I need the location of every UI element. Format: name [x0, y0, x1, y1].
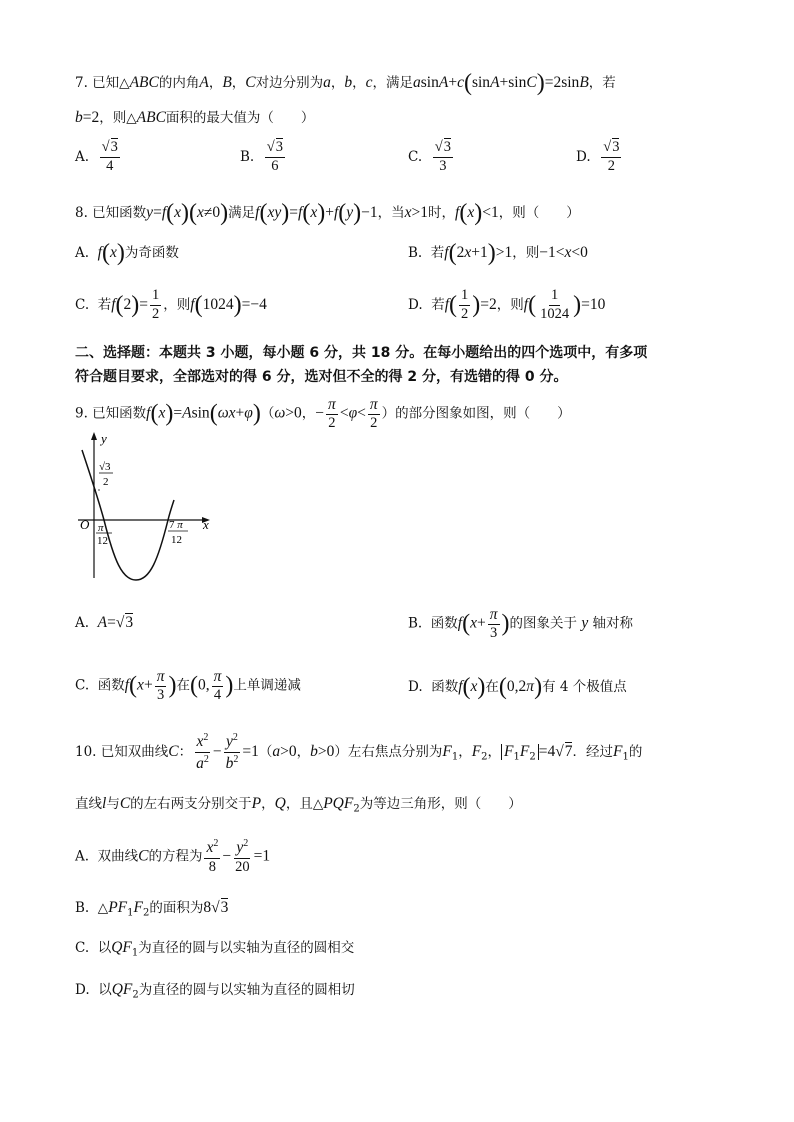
q10-option-d[interactable]: D. 以$QF_2$为直径的圆与以实轴为直径的圆相切: [75, 981, 355, 1001]
q7-option-d[interactable]: D. $\frac{√3}{2}$: [576, 139, 620, 174]
x-tick1-den: 12: [97, 535, 108, 547]
x-axis-label: x: [203, 517, 209, 532]
section-header-line1: 二、选择题：本题共 3 小题，每小题 6 分，共 18 分。在每小题给出的四个选项中，有多项: [75, 345, 648, 361]
q8-option-a[interactable]: A. f(x)为奇函数: [75, 240, 179, 266]
q10-stem-line2: 直线l与C的左右两支分别交于P，Q，且$\triangle PQF_2$为等边三角形，则（ ）: [75, 795, 522, 815]
q10-stem-line1: 10. 已知双曲线C： $\frac{x^2}{a^2}$ − $\frac{y^2}{b^2}$ =1（a>0，b>0）左右焦点分别为$F_1$，$F_2$， $F_1F_2 =4√7$．经过$F_1$的: [75, 732, 643, 772]
origin-label: O: [80, 517, 90, 532]
q9-option-a[interactable]: A. A=√3: [75, 614, 134, 631]
q7-option-b[interactable]: B. $\frac{√3}{6}$: [240, 139, 284, 174]
y-tick-den: 2: [103, 476, 109, 488]
q9-sine-graph: [70, 430, 220, 590]
q9-option-b[interactable]: B. 函数f(x+ $\frac{\pi}{3}$ )的图象关于 y 轴对称: [408, 606, 633, 642]
sine-curve: [82, 450, 174, 580]
q9-stem: 9. 已知函数f(x)=Asin(ωx+φ)（ω>0，− $\frac{\pi}{2}$ <φ< $\frac{\pi}{2}$ ）的部分图象如图，则（ ）: [75, 396, 571, 432]
q7-option-a[interactable]: A. $\frac{√3}{4}$: [75, 139, 118, 174]
q8-option-c[interactable]: C. 若f(2)= $\frac{1}{2}$ ，则f(1024)=−4: [75, 287, 267, 322]
q7-stem-line1: 7. 已知△ABC的内角A，B，C对边分别为a，b，c，满足asinA+c(sinA+sinC)=2sinB，若: [75, 70, 616, 96]
y-axis-arrow: [91, 432, 97, 440]
y-tick-num: √3: [99, 461, 111, 473]
x-tick1-num: π: [98, 522, 104, 534]
section-header-line2: 符合题目要求，全部选对的得 6 分，选对但不全的得 2 分，有选错的得 0 分。: [75, 369, 568, 385]
q9-option-d[interactable]: D. 函数f(x)在(0,2π)有 4 个极值点: [408, 674, 627, 700]
x-tick2-den: 12: [171, 534, 182, 546]
q10-option-a[interactable]: A. 双曲线C的方程为 $\frac{x^2}{8}$ − $\frac{y^2}{20}$ =1: [75, 838, 271, 875]
y-axis-label: y: [101, 431, 107, 446]
q10-option-b[interactable]: B. $\triangle PF_1F_2$的面积为8√3: [75, 899, 229, 919]
x-tick2-num: 7 π: [169, 519, 183, 531]
q8-option-b[interactable]: B. 若f(2x+1)>1，则−1<x<0: [408, 240, 588, 266]
q7-option-c[interactable]: C. $\frac{√3}{3}$: [408, 139, 451, 174]
q8-stem: 8. 已知函数y=f(x)(x≠0)满足f(xy)=f(x)+f(y)−1，当x>1时，f(x)<1，则（ ）: [75, 200, 580, 226]
q7-stem-line2: b=2，则△ABC面积的最大值为（ ）: [75, 109, 315, 126]
q9-option-c[interactable]: C. 函数f(x+ $\frac{\pi}{3}$ )在(0, $\frac{\pi}{4}$ )上单调递减: [75, 668, 301, 704]
q8-option-d[interactable]: D. 若f( $\frac{1}{2}$ )=2，则f( $\frac{1}{1024}$ )=10: [408, 287, 606, 322]
q10-option-c[interactable]: C. 以$QF_1$为直径的圆与以实轴为直径的圆相交: [75, 939, 355, 959]
